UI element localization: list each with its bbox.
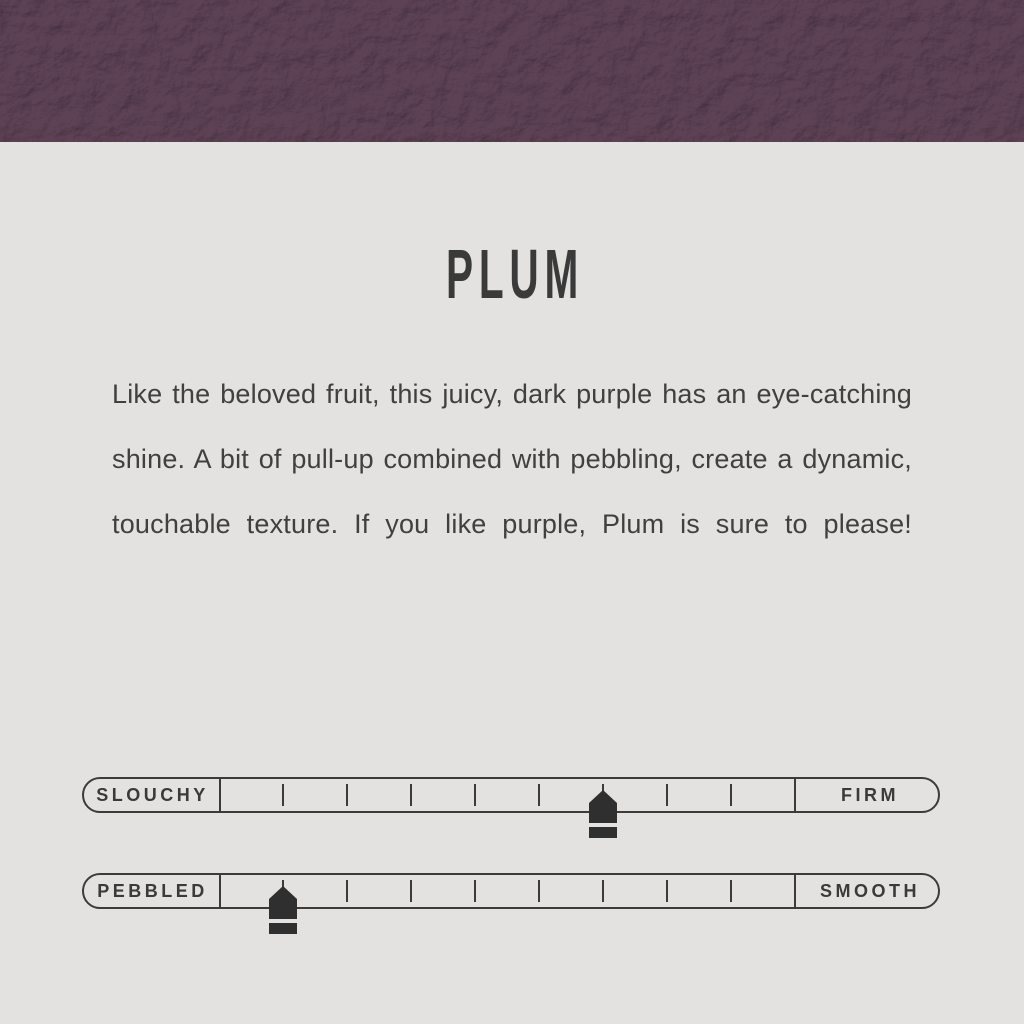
page-title: PLUM (445, 235, 585, 313)
description-line: shine. A bit of pull-up combined with pebbling, create a dynamic, (112, 444, 912, 474)
scale-left-label: SLOUCHY (96, 784, 209, 805)
leather-swatch-image (0, 0, 1024, 142)
tick-mark (346, 784, 348, 806)
tick-mark (410, 880, 412, 902)
pebbled-smooth-scale (82, 873, 940, 909)
scale-divider (219, 873, 221, 909)
tick-mark (666, 784, 668, 806)
scale-left-label: PEBBLED (97, 880, 208, 901)
scale-right-label: FIRM (841, 784, 899, 805)
tick-mark (730, 784, 732, 806)
scale-right-label: SMOOTH (820, 880, 920, 901)
description-line: Like the beloved fruit, this juicy, dark purple has an eye-catching (112, 379, 912, 409)
slouchy-firm-scale (82, 777, 940, 813)
color-description (112, 362, 912, 557)
tick-mark (538, 880, 540, 902)
scale-divider (219, 777, 221, 813)
tick-mark (666, 880, 668, 902)
scale-marker-icon (587, 790, 619, 838)
leather-texture-graphic (0, 0, 1024, 142)
tick-mark (602, 880, 604, 902)
tick-mark (730, 880, 732, 902)
tick-mark (474, 880, 476, 902)
scale-marker-icon (267, 886, 299, 934)
tick-mark (474, 784, 476, 806)
description-line: touchable texture. If you like purple, Plum is sure to please! (112, 509, 912, 539)
color-name-title (0, 235, 1024, 313)
tick-mark (346, 880, 348, 902)
tick-mark (282, 784, 284, 806)
tick-mark (410, 784, 412, 806)
tick-mark (538, 784, 540, 806)
